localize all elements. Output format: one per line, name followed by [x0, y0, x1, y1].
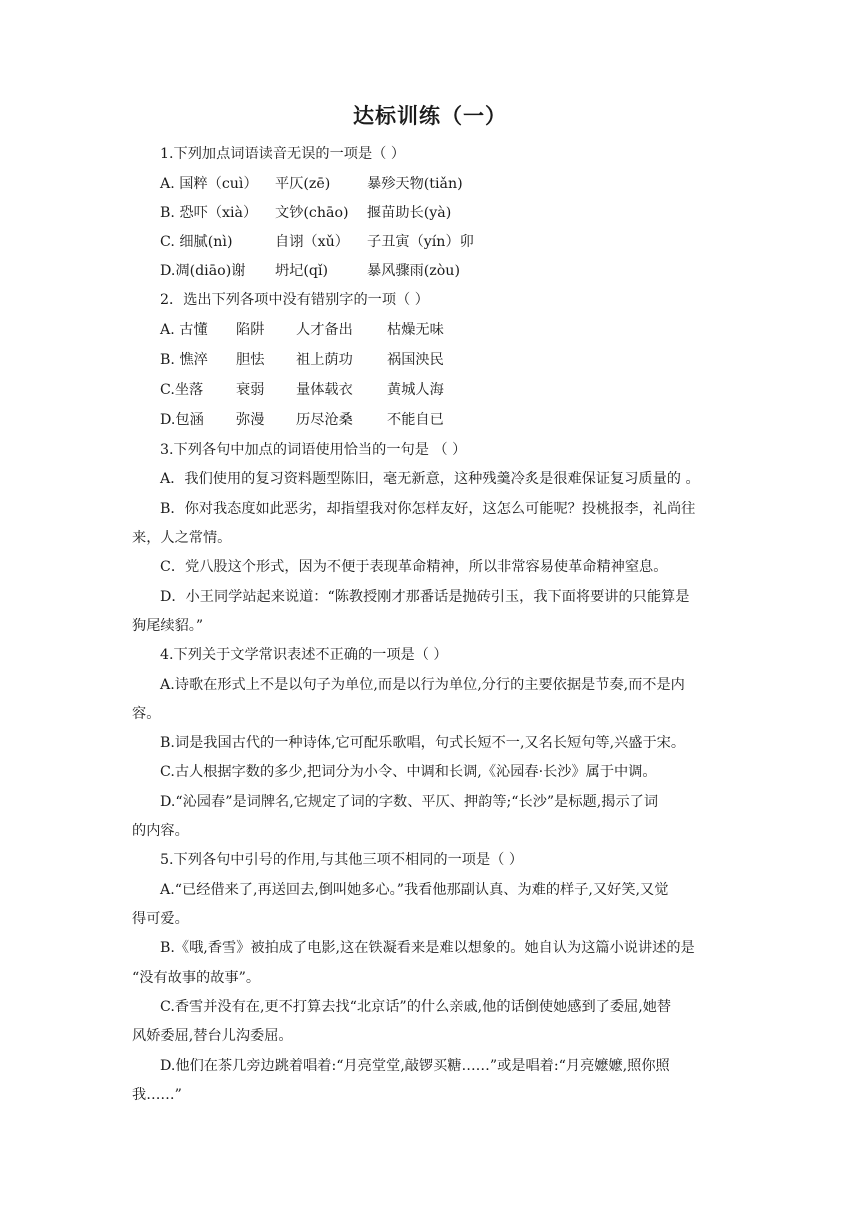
q4-stem: 4.下列关于文学常识表述不正确的一项是（ ） [160, 647, 448, 663]
q3-option-d-line2: 狗尾续貂。” [132, 618, 204, 634]
q2-b-item4: 祸国泱民 [387, 352, 444, 368]
q3-option-b-line1: B．你对我态度如此恶劣，却指望我对你怎样友好，这怎么可能呢？投桃报李，礼尚往 [160, 501, 696, 517]
q2-b-item3: 祖上荫功 [296, 352, 353, 368]
q4-option-d-line1: D.“沁园春”是词牌名,它规定了词的字数、平仄、押韵等;“长沙”是标题,揭示了词 [160, 794, 659, 810]
q1-c-item2: 自诩（xǔ） [275, 234, 349, 250]
q5-option-b-line2: “没有故事的故事”。 [132, 970, 261, 986]
q3-option-a: A．我们使用的复习资料题型陈旧，毫无新意，这种残羹冷炙是很难保证复习质量的 。 [160, 471, 700, 487]
page-title: 达标训练（一） [353, 104, 507, 128]
q2-option-a [160, 321, 444, 339]
q5-option-c-line1: C.香雪并没有在,更不打算去找“北京话”的什么亲戚,他的话倒使她感到了委屈,她替 [160, 999, 672, 1015]
q1-option-d [160, 262, 460, 280]
q5-option-a-line1: A.“已经借来了,再送回去,倒叫她多心。”我看他那副认真、为难的样子,又好笑,又觉 [160, 882, 669, 898]
q2-d-item3: 历尽沧桑 [296, 412, 353, 428]
q4-option-d-line2: 的内容。 [132, 823, 189, 839]
q2-d-item2: 弥漫 [236, 412, 265, 428]
q1-b-item2: 文钞(chāo) [275, 205, 349, 221]
q1-a-item2: 平仄(zē) [275, 176, 331, 192]
q2-option-b [160, 351, 444, 369]
q4-option-c: C.古人根据字数的多少,把词分为小令、中调和长调,《沁园春·长沙》属于中调。 [160, 764, 657, 780]
q2-option-d [160, 411, 444, 429]
q2-c-item3: 量体载衣 [296, 382, 353, 398]
q5-option-d-line1: D.他们在茶几旁边跳着唱着:“月亮堂堂,敲锣买糖……”或是唱着:“月亮嬷嬷,照你照 [160, 1058, 670, 1074]
q1-stem: 1.下列加点词语读音无误的一项是（ ） [160, 146, 406, 162]
q5-option-a-line2: 得可爱。 [132, 911, 189, 927]
q2-c-item1: C.坐落 [160, 382, 204, 398]
q2-option-c [160, 381, 444, 399]
q2-c-item2: 衰弱 [236, 382, 265, 398]
q5-option-b-line1: B.《哦,香雪》被拍成了电影,这在铁凝看来是难以想象的。她自认为这篇小说讲述的是 [160, 940, 695, 956]
q1-b-item3: 揠苗助长(yà) [367, 205, 452, 221]
q1-d-item1: D.凋(diāo)谢 [160, 263, 246, 279]
q2-b-item1: B. 憔淬 [160, 352, 208, 368]
q2-c-item4: 黄城人海 [387, 382, 444, 398]
q2-stem: 2．选出下列各项中没有错别字的一项（ ） [160, 292, 429, 308]
q2-b-item2: 胆怯 [236, 352, 265, 368]
q1-option-a [160, 175, 463, 193]
q3-stem: 3.下列各句中加点的词语使用恰当的一句是 （ ） [160, 442, 467, 458]
q4-option-b: B.词是我国古代的一种诗体,它可配乐歌唱，句式长短不一,又名长短句等,兴盛于宋。 [160, 735, 686, 751]
q2-d-item1: D.包涵 [160, 412, 204, 428]
q1-d-item2: 坍圮(qǐ) [275, 263, 329, 279]
q2-a-item1: A. 古懂 [160, 322, 208, 338]
q1-c-item3: 子丑寅（yín）卯 [367, 234, 474, 250]
q2-a-item2: 陷阱 [236, 322, 265, 338]
q2-a-item4: 枯燥无味 [387, 322, 444, 338]
q1-a-item3: 暴殄天物(tiǎn) [367, 176, 463, 192]
q2-a-item3: 人才备出 [296, 322, 353, 338]
q1-b-item1: B. 恐吓（xià） [160, 205, 258, 221]
q5-option-d-line2: 我……” [132, 1087, 182, 1103]
q2-d-item4: 不能自已 [387, 412, 444, 428]
q1-d-item3: 暴风骤雨(zòu) [367, 263, 460, 279]
q1-a-item1: A. 国粹（cuì） [160, 176, 258, 192]
q4-option-a-line2: 容。 [132, 706, 161, 722]
q3-option-c: C．党八股这个形式，因为不便于表现革命精神，所以非常容易使革命精神窒息。 [160, 559, 668, 575]
q3-option-d-line1: D．小王同学站起来说道：“陈教授刚才那番话是抛砖引玉，我下面将要讲的只能算是 [160, 589, 690, 605]
q1-c-item1: C. 细腻(nì) [160, 234, 233, 250]
q1-option-c [160, 233, 474, 251]
q3-option-b-line2: 来，人之常情。 [132, 530, 232, 546]
q5-option-c-line2: 风娇委屈,替台儿沟委屈。 [132, 1028, 293, 1044]
q1-option-b [160, 204, 451, 222]
q5-stem: 5.下列各句中引号的作用,与其他三项不相同的一项是（ ） [160, 852, 524, 868]
q4-option-a-line1: A.诗歌在形式上不是以句子为单位,而是以行为单位,分行的主要依据是节奏,而不是内 [160, 677, 685, 693]
